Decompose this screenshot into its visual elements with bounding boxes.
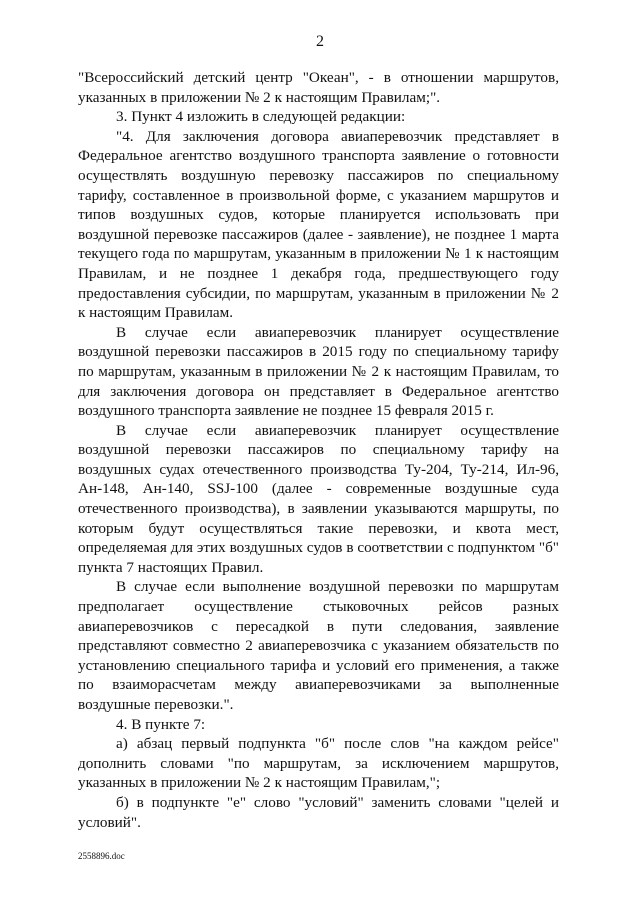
paragraph-7: 4. В пункте 7: bbox=[116, 715, 206, 733]
paragraph-5: В случае если авиаперевозчик планирует осуществление воздушной перевозки пассажиров по специальному тарифу на воздушных судах отечественного производства Ту-204, Ту-214, Ил-96, Ан-148, Ан-140, SSJ-100 (далее - современные воздушные суда отечественного производства), в заявлении указываются маршруты, по которым будут осуществляться такие перевозки, и квота мест, определяемая для этих воздушных судов в соответствии с подпунктом "б" пункта 7 настоящих Правил. bbox=[78, 421, 559, 576]
page-number: 2 bbox=[316, 33, 324, 50]
paragraph-2: 3. Пункт 4 изложить в следующей редакции: bbox=[116, 108, 406, 126]
paragraph-1: "Всероссийский детский центр "Океан", - в отношении маршрутов, указанных в приложении № 2 к настоящим Правилам;". bbox=[78, 69, 559, 106]
paragraph-4: В случае если авиаперевозчик планирует осуществление воздушной перевозки пассажиров в 2015 году по специальному тарифу по маршрутам, указанным в приложении № 2 к настоящим Правилам, то для заключения договора он представляет в Федеральное агентство воздушного транспорта заявление не позднее 15 февраля 2015 г. bbox=[78, 323, 559, 420]
paragraph-8: а) абзац первый подпункта "б" после слов "на каждом рейсе" дополнить словами "по маршрутам, за исключением маршрутов, указанных в приложении № 2 к настоящим Правилам,"; bbox=[78, 735, 559, 792]
footer-filename: 2558896.doc bbox=[78, 851, 125, 861]
paragraph-9: б) в подпункте "е" слово "условий" заменить словами "целей и условий". bbox=[78, 793, 559, 831]
paragraph-3: "4. Для заключения договора авиаперевозчик представляет в Федеральное агентство воздушного транспорта заявление о готовности осуществлять воздушную перевозку пассажиров по специальному тарифу, составленное в произвольной форме, с указанием маршрутов и типов воздушных судов, которые планируется использовать при воздушной перевозке пассажиров (далее - заявление), не позднее 1 марта текущего года по маршрутам, указанным в приложении № 1 к настоящим Правилам, и не позднее 1 декабря года, предшествующего году предоставления субсидии, по маршрутам, указанным в приложении № 2 к настоящим Правилам. bbox=[78, 127, 559, 322]
document-body bbox=[78, 68, 559, 832]
paragraph-6: В случае если выполнение воздушной перевозки по маршрутам предполагает осуществление стыковочных рейсов разных авиаперевозчиков с пересадкой в пути следования, заявление представляют совместно 2 авиаперевозчика с указанием обязательств по установлению специального тарифа и условий его применения, а также по взаиморасчетам между авиаперевозчиками за выполненные воздушные перевозки.". bbox=[78, 578, 559, 713]
